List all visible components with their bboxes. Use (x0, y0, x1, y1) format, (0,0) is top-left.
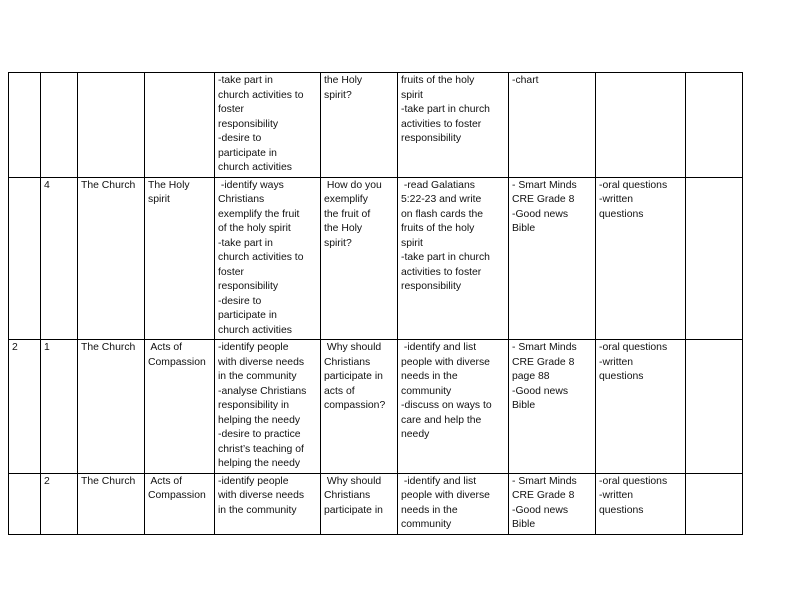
lesson-cell: 2 (41, 473, 78, 534)
week-cell (9, 73, 41, 178)
remarks-cell (686, 473, 743, 534)
assessment-cell: -oral questions -written questions (596, 177, 686, 340)
week-cell: 2 (9, 340, 41, 474)
week-cell (9, 177, 41, 340)
remarks-cell (686, 73, 743, 178)
assessment-cell (596, 73, 686, 178)
strand-cell (78, 73, 145, 178)
learning-experiences-cell: -read Galatians 5:22-23 and write on flash cards the fruits of the holy spirit -take part in church activities to foster responsibility (398, 177, 509, 340)
inquiry-question-cell: Why should Christians participate in (321, 473, 398, 534)
strand-cell: The Church (78, 340, 145, 474)
table-row (9, 340, 743, 474)
table-row (9, 73, 743, 178)
sub-strand-cell: Acts of Compassion (145, 473, 215, 534)
learning-outcomes-cell: -identify ways Christians exemplify the fruit of the holy spirit -take part in church activities to foster responsibility -desire to participate in church activities (215, 177, 321, 340)
week-cell (9, 473, 41, 534)
resources-cell: - Smart Minds CRE Grade 8 -Good news Bible (509, 473, 596, 534)
strand-cell: The Church (78, 473, 145, 534)
remarks-cell (686, 340, 743, 474)
inquiry-question-cell: the Holy spirit? (321, 73, 398, 178)
inquiry-question-cell: Why should Christians participate in acts of compassion? (321, 340, 398, 474)
table-row (9, 177, 743, 340)
sub-strand-cell: The Holy spirit (145, 177, 215, 340)
learning-experiences-cell: -identify and list people with diverse needs in the community -discuss on ways to care and help the needy (398, 340, 509, 474)
sub-strand-cell: Acts of Compassion (145, 340, 215, 474)
assessment-cell: -oral questions -written questions (596, 473, 686, 534)
scheme-of-work-table (8, 72, 743, 535)
resources-cell: -chart (509, 73, 596, 178)
lesson-cell (41, 73, 78, 178)
learning-experiences-cell: fruits of the holy spirit -take part in church activities to foster responsibility (398, 73, 509, 178)
resources-cell: - Smart Minds CRE Grade 8 -Good news Bible (509, 177, 596, 340)
resources-cell: - Smart Minds CRE Grade 8 page 88 -Good news Bible (509, 340, 596, 474)
learning-experiences-cell: -identify and list people with diverse needs in the community (398, 473, 509, 534)
learning-outcomes-cell: -identify people with diverse needs in the community -analyse Christians responsibility in helping the needy -desire to practice christ’s teaching of helping the needy (215, 340, 321, 474)
assessment-cell: -oral questions -written questions (596, 340, 686, 474)
inquiry-question-cell: How do you exemplify the fruit of the Holy spirit? (321, 177, 398, 340)
lesson-cell: 1 (41, 340, 78, 474)
table-row (9, 473, 743, 534)
remarks-cell (686, 177, 743, 340)
strand-cell: The Church (78, 177, 145, 340)
learning-outcomes-cell: -identify people with diverse needs in the community (215, 473, 321, 534)
sub-strand-cell (145, 73, 215, 178)
lesson-cell: 4 (41, 177, 78, 340)
learning-outcomes-cell: -take part in church activities to foster responsibility -desire to participate in church activities (215, 73, 321, 178)
